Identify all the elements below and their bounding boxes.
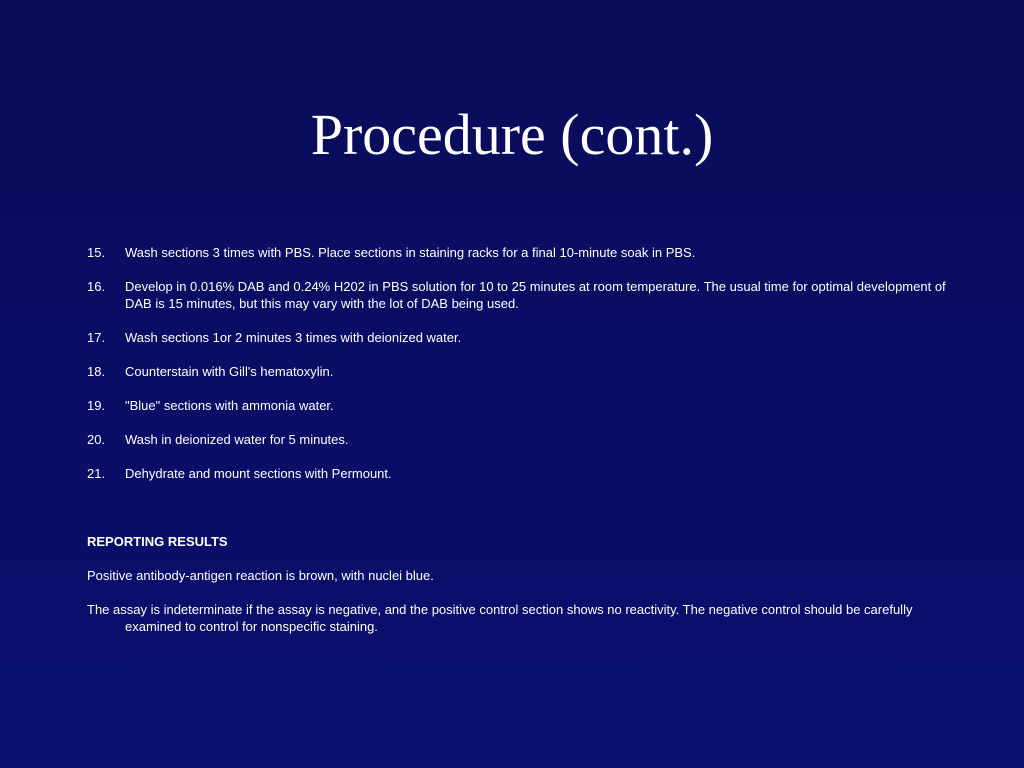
step-text: Develop in 0.016% DAB and 0.24% H202 in PBS solution for 10 to 25 minutes at room temperature. The usual time for optimal development of DAB is 15 minutes, but this may vary with the lot of DAB being used. [125, 279, 946, 311]
step-item [87, 465, 947, 482]
step-item [87, 278, 947, 312]
step-number: 17. [87, 330, 106, 345]
step-item [87, 397, 947, 414]
step-item [87, 431, 947, 448]
step-item [87, 363, 947, 380]
reporting-paragraph: Positive antibody-antigen reaction is brown, with nuclei blue. [87, 568, 434, 583]
step-text: Counterstain with Gill's hematoxylin. [125, 364, 334, 379]
step-number: 18. [87, 364, 106, 379]
reporting-results-section [87, 533, 947, 635]
step-number: 21. [87, 466, 106, 481]
step-number: 16. [87, 279, 106, 294]
step-text: Wash in deionized water for 5 minutes. [125, 432, 349, 447]
step-number: 20. [87, 432, 106, 447]
reporting-heading: REPORTING RESULTS [87, 534, 228, 549]
step-text: Wash sections 1or 2 minutes 3 times with deionized water. [125, 330, 462, 345]
step-number: 15. [87, 245, 106, 260]
reporting-paragraph: The assay is indeterminate if the assay is negative, and the positive control section shows no reactivity. The negative control should be carefully examined to control for nonspecific staining. [87, 602, 913, 634]
procedure-steps [87, 244, 947, 482]
step-item [87, 244, 947, 261]
step-text: "Blue" sections with ammonia water. [125, 398, 334, 413]
step-text: Dehydrate and mount sections with Permount. [125, 466, 392, 481]
slide-content [87, 244, 947, 652]
slide-title: Procedure (cont.) [310, 102, 714, 167]
step-text: Wash sections 3 times with PBS. Place sections in staining racks for a final 10-minute soak in PBS. [125, 245, 696, 260]
step-item [87, 329, 947, 346]
step-number: 19. [87, 398, 106, 413]
